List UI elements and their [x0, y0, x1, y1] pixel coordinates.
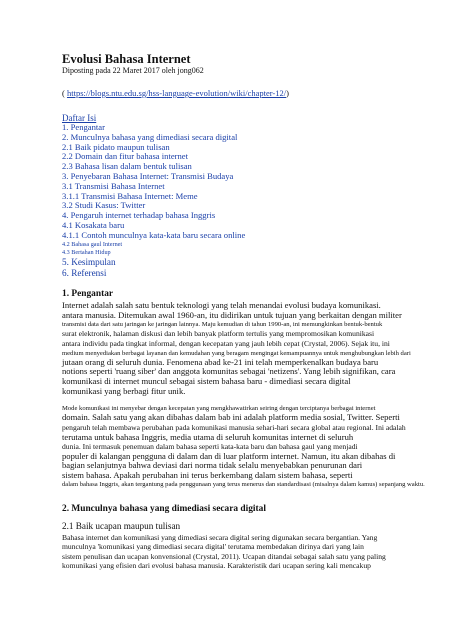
body-text-line: Bahasa internet dan komunikasi yang dimediasi secara digital sering digunakan secara bergantian. Yang [62, 532, 378, 542]
toc-link[interactable]: 3.2 Studi Kasus: Twitter [62, 200, 146, 211]
section-1-paragraph-2 [62, 404, 430, 490]
body-text-line: antara individu pada tingkat informal, dengan kecepatan yang jauh lebih cepat (Crystal, 2006). Sejak itu, ini [62, 338, 390, 348]
toc-link[interactable]: 5. Kesimpulan [62, 256, 116, 267]
toc-link[interactable]: 4. Pengaruh internet terhadap bahasa Inggris [62, 210, 216, 221]
body-text-line: komunikasi yang efisien dari evolusi bahasa manusia. Karakteristik dari ucapan sering kali mencakup [62, 561, 371, 571]
section-1-body [62, 301, 430, 396]
body-text-line: dunia. Ini termasuk penemuan dalam bahasa seperti kata-kata baru dan bahasa gaul yang menjadi [62, 442, 358, 452]
body-text-line: komunikasi yang berbagi fitur unik. [62, 385, 186, 396]
source-url-line [62, 88, 430, 99]
body-text-line: dalam bahasa Inggris, akan tergantung pada penggunaan yang terus menerus dan standardisasi (misalnya dalam kamus) sepanjang waktu. [62, 481, 425, 489]
section-2-1-heading: 2.1 Baik ucapan maupun tulisan [62, 520, 181, 531]
body-text-line: notions seperti 'ruang siber' dan anggota komunitas sebagai 'netizens'. Yang lebih signifikan, cara [62, 366, 396, 377]
toc-link[interactable]: 3.1.1 Transmisi Bahasa Internet: Meme [62, 190, 198, 201]
url-close-paren: ) [286, 88, 289, 98]
body-text-line: Mode komunikasi ini menyebar dengan kecepatan yang mengkhawatirkan seiring dengan terciptanya berbagai internet [62, 405, 376, 413]
toc-link[interactable]: 4.2 Bahasa gaul Internet [62, 240, 123, 248]
body-text-line: transmisi data dari satu jaringan ke jaringan lainnya. Maju kemudian di tahun 1990-an, ini memungkinkan bentuk-bentuk [62, 321, 383, 329]
body-text-line: sistem penulisan dan ucapan konvensional (Crystal, 2011). Ucapan ditandai sebagai salah satu yang paling [62, 551, 386, 561]
section-1-heading: 1. Pengantar [62, 288, 114, 299]
body-text-line: sistem bahasa. Apakah perubahan ini terus berkembang dalam sistem bahasa, seperti [62, 469, 353, 480]
url-open-paren: ( [62, 88, 67, 98]
toc-link[interactable]: 2. Munculnya bahasa yang dimediasi secara digital [62, 131, 238, 142]
toc-link[interactable]: 3.1 Transmisi Bahasa Internet [62, 180, 165, 191]
toc-link[interactable]: 2.2 Domain dan fitur bahasa internet [62, 151, 189, 162]
toc-link[interactable]: 4.3 Bertahan Hidup [62, 248, 111, 256]
body-text-line: populer di kalangan pengguna di dalam dan di luar platform internet. Namun, itu akan dibahas di [62, 450, 396, 461]
body-text-line: munculnya 'komunikasi yang dimediasi secara digital' terutama membedakan dirinya dari yang lain [62, 542, 364, 552]
toc-link[interactable]: 1. Pengantar [62, 122, 105, 132]
source-url-link[interactable]: https://blogs.ntu.edu.sg/hss-language-evolution/wiki/chapter-12/ [66, 88, 287, 98]
section-2-heading: 2. Munculnya bahasa yang dimediasi secara digital [62, 503, 266, 514]
body-text-line: pengaruh telah membawa perubahan pada komunikasi manusia sehari-hari secara global atau regional. Ini adalah [62, 422, 406, 432]
toc-list [62, 123, 430, 279]
post-meta: Diposting pada 22 Maret 2017 oleh jong062 [62, 66, 204, 75]
body-text-line: domain. Salah satu yang akan dibahas dalam bab ini adalah platform media sosial, Twitter. Seperti [62, 412, 400, 423]
body-text-line: komunikasi di internet muncul sebagai sistem bahasa baru - dimediasi secara digital [62, 375, 351, 386]
toc-link[interactable]: 6. Referensi [62, 267, 107, 278]
section-2-1-body [62, 533, 430, 571]
article-title: Evolusi Bahasa Internet [62, 52, 191, 66]
body-text-line: surat elektronik, halaman diskusi dan lebih banyak platform tertulis yang mempromosikan komunikasi [62, 329, 375, 339]
body-text-line: Internet adalah salah satu bentuk teknologi yang telah menandai evolusi budaya komunikasi. [62, 299, 381, 310]
body-text-line: bagian selanjutnya bahwa deviasi dari norma tidak selalu menyebabkan penurunan dari [62, 460, 363, 471]
body-text-line: terutama untuk bahasa Inggris, media utama di seluruh komunitas internet di seluruh [62, 431, 354, 442]
toc-link[interactable]: 2.3 Bahasa lisan dalam bentuk tulisan [62, 161, 192, 172]
body-text-line: jutaan orang di seluruh dunia. Fenomena abad ke-21 ini telah memperkenalkan budaya baru [62, 356, 379, 367]
body-text-line: antara manusia. Ditemukan awal 1960-an, itu didirikan untuk tujuan yang berkaitan dengan militer [62, 309, 402, 320]
table-of-contents [62, 113, 430, 279]
toc-heading[interactable]: Daftar Isi [62, 113, 97, 123]
toc-link[interactable]: 2.1 Baik pidato maupun tulisan [62, 141, 170, 152]
toc-link[interactable]: 3. Penyebaran Bahasa Internet: Transmisi Budaya [62, 170, 234, 181]
toc-link[interactable]: 4.1 Kosakata baru [62, 219, 125, 230]
body-text-line: medium menyediakan berbagai layanan dan kemudahan yang beragam mengingat kemampuannya untuk menghubungkan lebih dari [62, 349, 411, 357]
toc-link[interactable]: 4.1.1 Contoh munculnya kata-kata baru secara online [62, 229, 246, 240]
